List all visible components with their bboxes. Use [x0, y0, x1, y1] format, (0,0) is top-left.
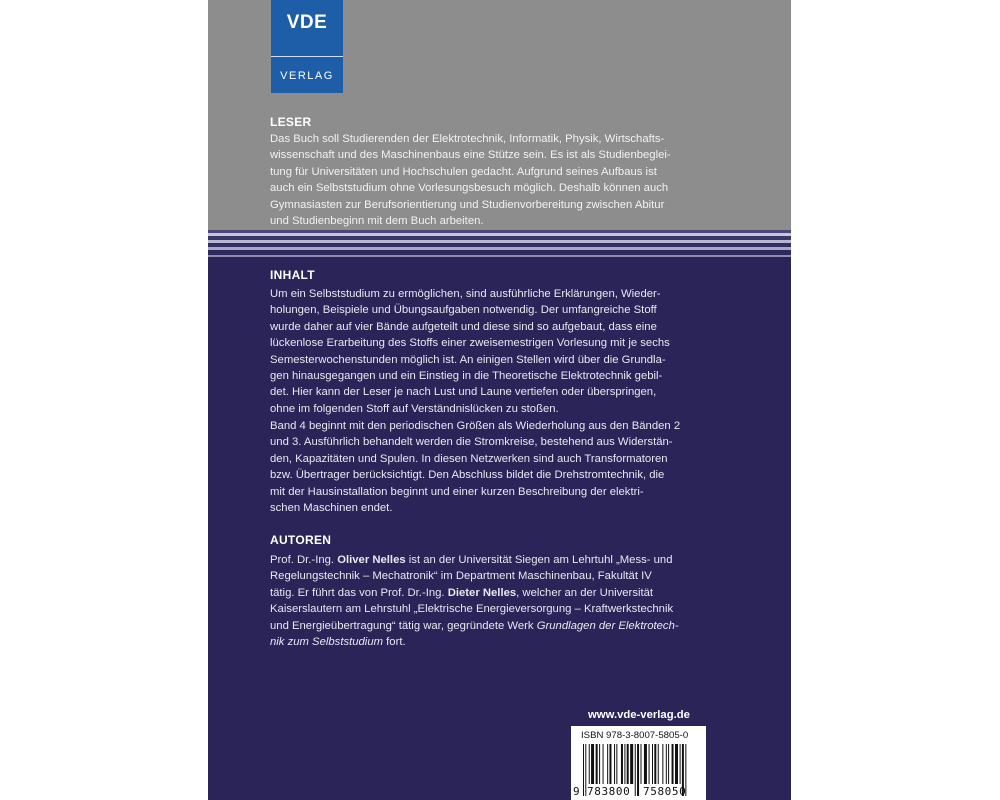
inhalt-line: wurde daher auf vier Bände aufgeteilt und diese sind so aufgebaut, dass eine	[270, 320, 657, 333]
leser-line: wissenschaft und des Maschinenbaus eine Stütze sein. Es ist als Studienbeglei-	[270, 149, 671, 162]
barcode-bar	[614, 744, 615, 784]
barcode-bar	[624, 744, 625, 784]
barcode-bar	[616, 744, 617, 784]
inhalt-line: det. Hier kann der Leser je nach Lust und Laune vertiefen oder überspringen,	[270, 386, 657, 399]
barcode-bar	[654, 744, 656, 784]
autoren-text: , welcher an der Universität	[516, 586, 654, 599]
inhalt-line: Semesterwochenstunden möglich ist. An einigen Stellen wird über die Grundla-	[270, 353, 666, 366]
author-name-dieter: Dieter Nelles	[447, 586, 517, 599]
autoren-paragraph	[270, 552, 710, 650]
inhalt-heading: INHALT	[270, 268, 315, 282]
barcode-bar	[635, 744, 636, 796]
book-title: nik zum Selbststudium	[270, 636, 384, 649]
autoren-line	[270, 618, 710, 634]
inhalt-line: Band 4 beginnt mit den periodischen Größen als Wiederholung aus den Bänden 2	[270, 420, 681, 432]
book-title: Grundlagen der Elektrotech-	[536, 619, 679, 632]
barcode-bar	[627, 744, 629, 784]
inhalt-paragraph-2	[270, 418, 710, 516]
barcode-bar	[599, 744, 600, 784]
book-back-cover	[208, 0, 791, 800]
autoren-line: Kaiserslautern am Lehrstuhl „Elektrische Energieversorgung – Kraftwerkstechnik	[270, 603, 674, 616]
leser-paragraph	[270, 131, 710, 229]
divider-stripes	[208, 230, 791, 262]
barcode-digits-left: 783800	[587, 785, 631, 798]
barcode-bar	[668, 744, 669, 784]
barcode-bar	[649, 744, 650, 784]
logo-divider	[271, 56, 343, 57]
autoren-line: Regelungstechnik – Mechatronik“ im Department Maschinenbau, Fakultät IV	[270, 570, 652, 583]
barcode-bar	[658, 744, 659, 784]
leser-line: Gymnasiasten zur Berufsorientierung und Studienvorbereitung zwischen Abitur	[270, 198, 665, 211]
barcode-bar	[630, 744, 633, 784]
inhalt-line: schen Maschinen endet.	[270, 502, 393, 515]
inhalt-line: mit der Hausinstallation beginnt und einer kurzen Beschreibung der elektri-	[270, 485, 644, 498]
barcode-bar	[637, 744, 639, 796]
barcode-bar	[603, 744, 604, 784]
leser-line: tung für Universitäten und Hochschulen gedacht. Aufgrund seines Aufbaus ist	[270, 165, 657, 178]
inhalt-line: lückenlose Erarbeitung des Stoffs einer zweisemestrigen Vorlesung mit je sechs	[270, 337, 670, 350]
inhalt-line: gen hinausgegangen und ein Einstieg in die Theoretische Elektrotechnik gebil-	[270, 370, 663, 383]
leser-heading: LESER	[270, 115, 312, 129]
autoren-line	[270, 585, 710, 601]
inhalt-line: Um ein Selbststudium zu ermöglichen, sind ausführliche Erklärungen, Wieder-	[270, 288, 661, 300]
leser-line: und Studienbeginn mit dem Buch arbeiten.	[270, 215, 484, 228]
barcode-bar	[644, 744, 647, 784]
inhalt-line: und 3. Ausführlich behandelt werden die Stromkreise, bestehend aus Widerstän-	[270, 436, 673, 449]
vde-verlag-logo	[271, 0, 343, 93]
inhalt-paragraph-1	[270, 286, 710, 417]
autoren-heading: AUTOREN	[270, 533, 332, 547]
autoren-text: Prof. Dr.-Ing.	[270, 554, 338, 566]
barcode-bar	[675, 744, 678, 784]
autoren-text: und Energieübertragung“ tätig war, gegründete Werk	[270, 619, 537, 632]
barcode-bar	[621, 744, 623, 784]
autoren-text: tätig. Er führt das von Prof. Dr.-Ing.	[270, 586, 448, 599]
autoren-line	[270, 552, 710, 568]
barcode-bar	[641, 744, 642, 784]
barcode-bar	[672, 744, 674, 784]
isbn-barcode	[571, 726, 706, 800]
publisher-website: www.vde-verlag.de	[588, 709, 690, 721]
inhalt-line: den, Kapazitäten und Spulen. In diesen Netzwerken sind auch Transformatoren	[270, 452, 668, 465]
barcode-bar	[666, 744, 667, 784]
author-name-oliver: Oliver Nelles	[337, 554, 406, 566]
inhalt-line: bzw. Übertrager berücksichtigt. Den Abschluss bildet die Drehstromtechnik, die	[270, 469, 665, 482]
barcode-bar	[680, 744, 681, 784]
inhalt-line: holungen, Beispiele und Übungsaufgaben notwendig. Der umfangreiche Stoff	[270, 304, 657, 317]
autoren-text: ist an der Universität Siegen am Lehrtuhl „Mess- und	[405, 554, 673, 566]
autoren-line	[270, 634, 710, 650]
autoren-text: fort.	[383, 636, 406, 649]
barcode-bar	[662, 744, 663, 784]
barcode-bar	[652, 744, 653, 784]
logo-verlag-text: VERLAG	[280, 70, 334, 82]
barcode-bar	[607, 744, 608, 784]
barcode-bar	[591, 744, 594, 784]
barcode-bar	[583, 744, 584, 796]
barcode-digits-right: 758050	[643, 785, 687, 798]
leser-line: auch ein Selbststudium ohne Vorlesungsbesuch möglich. Deshalb können auch	[270, 182, 669, 195]
barcode-digit-first: 9	[573, 785, 581, 798]
inhalt-line: ohne im folgenden Stoff auf Verständnislücken zu stoßen.	[270, 402, 559, 415]
barcode-bar	[589, 744, 590, 784]
logo-vde-text: VDE	[286, 12, 328, 33]
barcode-bar	[609, 744, 611, 784]
leser-line: Das Buch soll Studierenden der Elektrotechnik, Informatik, Physik, Wirtschafts-	[270, 133, 665, 145]
isbn-text: ISBN 978-3-8007-5805-0	[581, 730, 689, 741]
barcode-bar	[596, 744, 598, 784]
